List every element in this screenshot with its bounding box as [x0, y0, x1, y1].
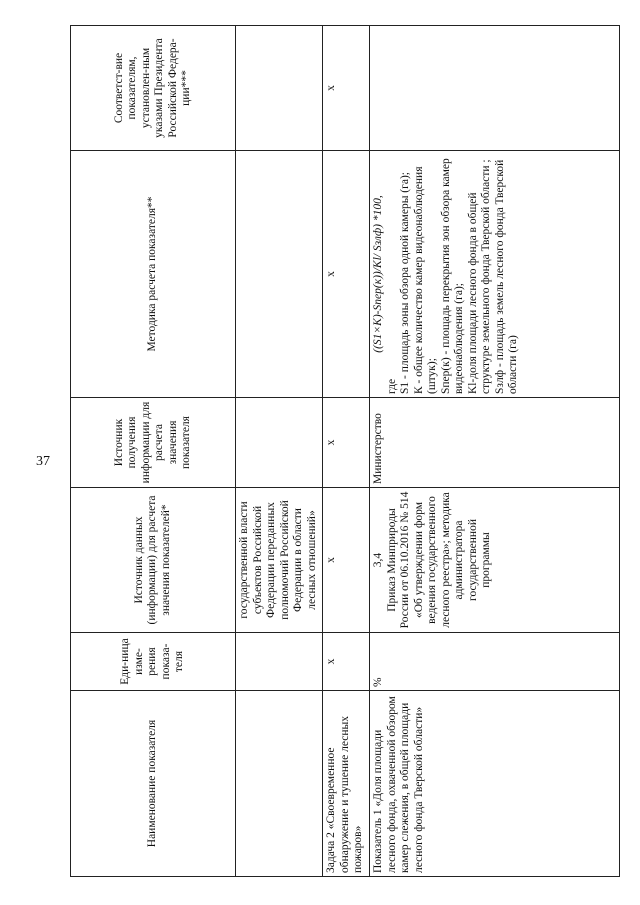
method-line: К - общее количество камер видеонаблюдения (штук);: [412, 166, 438, 394]
method-where: где: [385, 378, 398, 394]
cell-empty: [236, 633, 323, 691]
indicator-methodology-table: [70, 25, 620, 877]
method-line: S1 - площадь зоны обзора одной камеры (га);: [399, 172, 411, 394]
cell-task-name: Задача 2 «Своевременное обнаружение и тушение лесных пожаров»: [323, 691, 370, 877]
header-match: Соответст-вие показателям, установлен-ным указами Президента Российской Федера-ции***: [71, 26, 236, 151]
cell-source: х: [323, 488, 370, 633]
cell-method: [370, 151, 620, 398]
table-row: [323, 26, 370, 877]
cell-source: государственной власти субъектов Российской Федерации переданных полномочий Российской Федерации в области лесных отношений»: [236, 488, 323, 633]
header-row: [71, 26, 236, 877]
cell-origin: х: [323, 398, 370, 488]
method-line: Sпер(к) - площадь перекрытия зон обзора камер видеонаблюдения (га);: [439, 158, 465, 394]
cell-empty: [236, 691, 323, 877]
header-name: Наименование показателя: [71, 691, 236, 877]
rotated-table-page: [70, 26, 613, 877]
source-text: Приказ Минприроды России от 06.10.2016 № 514 «Об утверждении форм ведения государственного лесного реестра»; методика администратора государственной программы: [385, 491, 492, 629]
cell-unit: х: [323, 633, 370, 691]
header-unit: Еди-ница изме-рения показа-теля: [71, 633, 236, 691]
cell-empty: [236, 151, 323, 398]
cell-source: [370, 488, 620, 633]
table-row: [370, 26, 620, 877]
cell-match: [370, 26, 620, 151]
cell-indicator-name: Показатель 1 «Доля площади лесного фонда, охваченной обзором камер слежения, в общей площади лесного фонда Тверской области»: [370, 691, 620, 877]
cell-unit: %: [370, 633, 620, 691]
cell-origin: Министерство: [370, 398, 620, 488]
cell-method: х: [323, 151, 370, 398]
method-line: Kl-доля площади лесного фонда в общей структуре земельного фонда Тверской области ;: [466, 159, 492, 394]
header-source: Источник данных (информации) для расчета значения показателей*: [71, 488, 236, 633]
cell-empty: [236, 398, 323, 488]
table-row: [236, 26, 323, 877]
header-method: Методика расчета показателя**: [71, 151, 236, 398]
method-line: Sзлф - площадь земель лесного фонда Тверской области (га): [493, 159, 519, 394]
cell-match: х: [323, 26, 370, 151]
page-number: 37: [36, 454, 50, 469]
cell-empty: [236, 26, 323, 151]
header-origin: Источник получения информации для расчета значения показателя: [71, 398, 236, 488]
method-formula: ((S1×K)-Sпер(к))/Kl/ Sзлф) *100,: [372, 195, 384, 353]
source-number: 3,4: [372, 552, 384, 568]
